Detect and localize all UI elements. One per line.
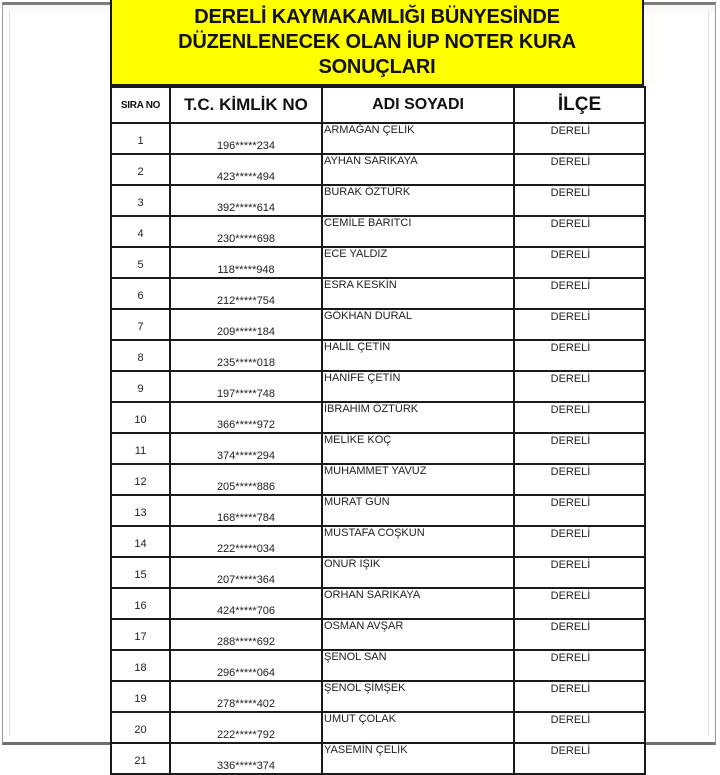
ilce: DERELİ <box>514 588 645 619</box>
row-number: 9 <box>111 371 170 402</box>
ilce: DERELİ <box>514 650 645 681</box>
results-sheet <box>110 0 644 775</box>
adi-soyadi: ARMAĞAN ÇELİK <box>322 123 514 154</box>
tc-kimlik-no: 197*****748 <box>170 371 322 402</box>
tc-kimlik-no: 235*****018 <box>170 340 322 371</box>
row-number: 14 <box>111 526 170 557</box>
results-table <box>110 86 646 775</box>
table-row <box>111 123 645 154</box>
adi-soyadi: ESRA KESKİN <box>322 278 514 309</box>
table-body <box>111 123 645 774</box>
tc-kimlik-no: 212*****754 <box>170 278 322 309</box>
tc-kimlik-no: 168*****784 <box>170 495 322 526</box>
row-number: 7 <box>111 309 170 340</box>
adi-soyadi: CEMİLE BARITCI <box>322 216 514 247</box>
table-row <box>111 402 645 433</box>
adi-soyadi: YASEMİN ÇELİK <box>322 743 514 774</box>
table-row <box>111 712 645 743</box>
table-row <box>111 495 645 526</box>
table-row <box>111 185 645 216</box>
adi-soyadi: ŞENOL SAN <box>322 650 514 681</box>
title-banner <box>110 0 644 86</box>
table-header-row <box>111 87 645 123</box>
ilce: DERELİ <box>514 681 645 712</box>
table-row <box>111 526 645 557</box>
column-header-ilce: İLÇE <box>514 87 645 123</box>
ilce: DERELİ <box>514 278 645 309</box>
tc-kimlik-no: 374*****294 <box>170 433 322 464</box>
ilce: DERELİ <box>514 619 645 650</box>
row-number: 13 <box>111 495 170 526</box>
tc-kimlik-no: 288*****692 <box>170 619 322 650</box>
tc-kimlik-no: 222*****034 <box>170 526 322 557</box>
table-row <box>111 557 645 588</box>
tc-kimlik-no: 296*****064 <box>170 650 322 681</box>
table-row <box>111 743 645 774</box>
table-row <box>111 247 645 278</box>
row-number: 6 <box>111 278 170 309</box>
adi-soyadi: UMUT ÇOLAK <box>322 712 514 743</box>
ilce: DERELİ <box>514 557 645 588</box>
ilce: DERELİ <box>514 402 645 433</box>
adi-soyadi: ORHAN SARIKAYA <box>322 588 514 619</box>
adi-soyadi: HALİL ÇETİN <box>322 340 514 371</box>
row-number: 2 <box>111 154 170 185</box>
table-row <box>111 278 645 309</box>
tc-kimlik-no: 118*****948 <box>170 247 322 278</box>
adi-soyadi: MURAT GÜN <box>322 495 514 526</box>
adi-soyadi: MUSTAFA COŞKUN <box>322 526 514 557</box>
row-number: 20 <box>111 712 170 743</box>
row-number: 8 <box>111 340 170 371</box>
ilce: DERELİ <box>514 216 645 247</box>
tc-kimlik-no: 392*****614 <box>170 185 322 216</box>
tc-kimlik-no: 230*****698 <box>170 216 322 247</box>
tc-kimlik-no: 196*****234 <box>170 123 322 154</box>
tc-kimlik-no: 424*****706 <box>170 588 322 619</box>
row-number: 10 <box>111 402 170 433</box>
tc-kimlik-no: 423*****494 <box>170 154 322 185</box>
ilce: DERELİ <box>514 526 645 557</box>
ilce: DERELİ <box>514 309 645 340</box>
table-row <box>111 464 645 495</box>
table-row <box>111 216 645 247</box>
adi-soyadi: ECE YALDIZ <box>322 247 514 278</box>
column-header-sira-no: SIRA NO <box>111 87 170 123</box>
tc-kimlik-no: 207*****364 <box>170 557 322 588</box>
row-number: 16 <box>111 588 170 619</box>
adi-soyadi: HANİFE ÇETİN <box>322 371 514 402</box>
table-row <box>111 340 645 371</box>
table-row <box>111 154 645 185</box>
column-header-tc-kimlik-no: T.C. KİMLİK NO <box>170 87 322 123</box>
title-line-2: DÜZENLENECEK OLAN İUP NOTER KURA <box>178 30 576 53</box>
table-row <box>111 650 645 681</box>
ilce: DERELİ <box>514 247 645 278</box>
ilce: DERELİ <box>514 123 645 154</box>
ilce: DERELİ <box>514 154 645 185</box>
adi-soyadi: MELİKE KOÇ <box>322 433 514 464</box>
row-number: 19 <box>111 681 170 712</box>
ilce: DERELİ <box>514 743 645 774</box>
adi-soyadi: ŞENOL ŞİMŞEK <box>322 681 514 712</box>
row-number: 11 <box>111 433 170 464</box>
ilce: DERELİ <box>514 371 645 402</box>
tc-kimlik-no: 278*****402 <box>170 681 322 712</box>
adi-soyadi: OSMAN AVŞAR <box>322 619 514 650</box>
ilce: DERELİ <box>514 340 645 371</box>
adi-soyadi: ONUR IŞIK <box>322 557 514 588</box>
row-number: 18 <box>111 650 170 681</box>
tc-kimlik-no: 222*****792 <box>170 712 322 743</box>
ilce: DERELİ <box>514 495 645 526</box>
title-line-3: SONUÇLARI <box>318 55 436 78</box>
ilce: DERELİ <box>514 464 645 495</box>
ilce: DERELİ <box>514 185 645 216</box>
adi-soyadi: GÖKHAN DURAL <box>322 309 514 340</box>
adi-soyadi: BURAK ÖZTÜRK <box>322 185 514 216</box>
adi-soyadi: MUHAMMET YAVUZ <box>322 464 514 495</box>
ilce: DERELİ <box>514 712 645 743</box>
tc-kimlik-no: 336*****374 <box>170 743 322 774</box>
adi-soyadi: AYHAN SARIKAYA <box>322 154 514 185</box>
row-number: 1 <box>111 123 170 154</box>
table-row <box>111 309 645 340</box>
table-row <box>111 681 645 712</box>
table-row <box>111 433 645 464</box>
adi-soyadi: İBRAHİM ÖZTÜRK <box>322 402 514 433</box>
row-number: 4 <box>111 216 170 247</box>
row-number: 5 <box>111 247 170 278</box>
tc-kimlik-no: 209*****184 <box>170 309 322 340</box>
row-number: 15 <box>111 557 170 588</box>
table-row <box>111 619 645 650</box>
row-number: 21 <box>111 743 170 774</box>
tc-kimlik-no: 366*****972 <box>170 402 322 433</box>
ilce: DERELİ <box>514 433 645 464</box>
table-row <box>111 588 645 619</box>
row-number: 3 <box>111 185 170 216</box>
row-number: 12 <box>111 464 170 495</box>
column-header-adi-soyadi: ADI SOYADI <box>322 87 514 123</box>
table-row <box>111 371 645 402</box>
row-number: 17 <box>111 619 170 650</box>
tc-kimlik-no: 205*****886 <box>170 464 322 495</box>
title-line-1: DERELİ KAYMAKAMLIĞI BÜNYESİNDE <box>194 5 560 28</box>
